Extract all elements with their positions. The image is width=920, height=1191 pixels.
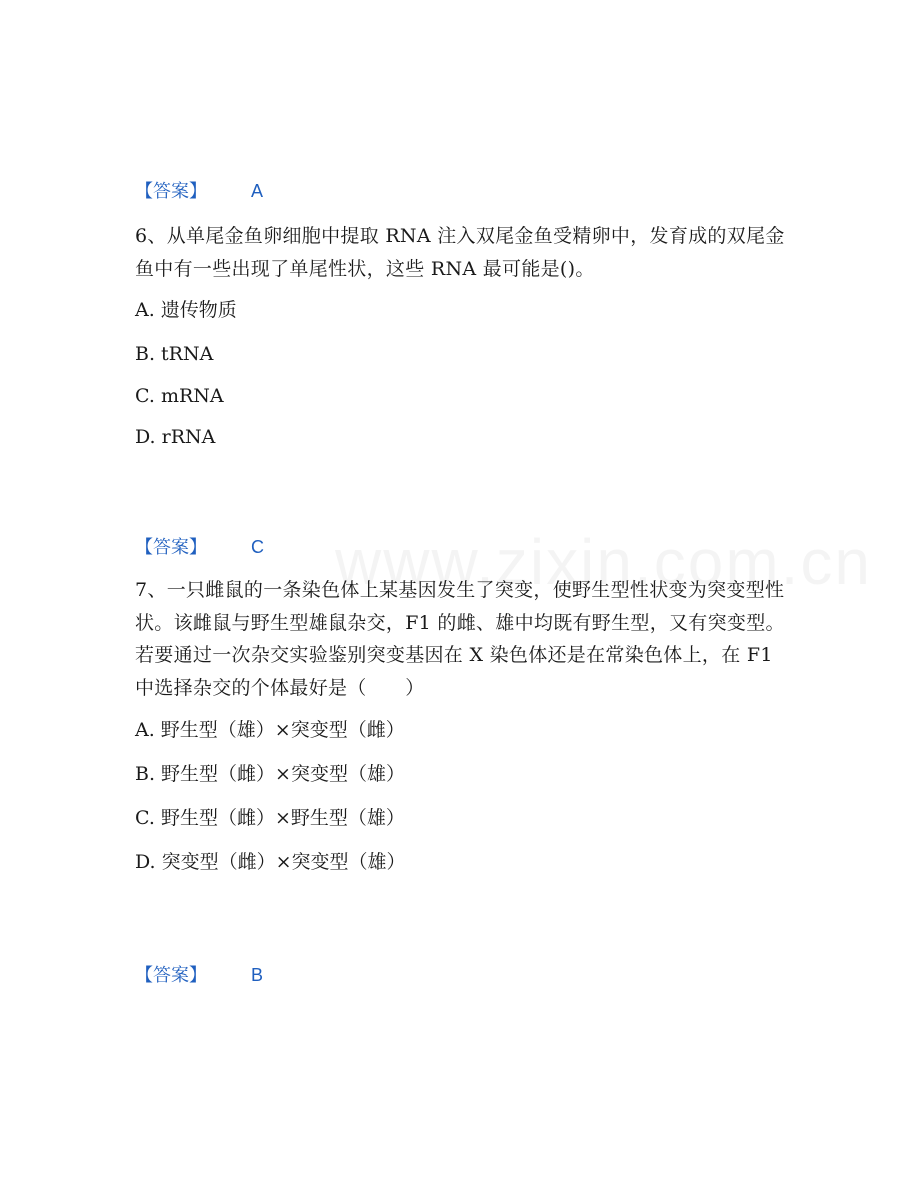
question-stem: 7、一只雌鼠的一条染色体上某基因发生了突变，使野生型性状变为突变型性状。该雌鼠与野生型雄鼠杂交，F1 的雌、雄中均既有野生型，又有突变型。若要通过一次杂交实验鉴别突变基因在 X 染色体还是在常染色体上，在 F1 中选择杂交的个体最好是（ ） (135, 579, 785, 699)
answer-value: A (251, 181, 264, 201)
answer-row (135, 532, 264, 562)
answer-row (135, 176, 264, 206)
option-c: C. mRNA (135, 385, 224, 407)
option-b: B. 野生型（雌）×突变型（雄） (135, 763, 405, 785)
answer-label: 【答案】 (135, 181, 207, 202)
answer-value: B (251, 965, 264, 985)
option-d: D. 突变型（雌）×突变型（雄） (135, 851, 406, 873)
option-c: C. 野生型（雌）×野生型（雄） (135, 807, 405, 829)
answer-label: 【答案】 (135, 965, 207, 986)
question-stem: 6、从单尾金鱼卵细胞中提取 RNA 注入双尾金鱼受精卵中，发育成的双尾金鱼中有一些出现了单尾性状，这些 RNA 最可能是()。 (135, 225, 785, 280)
option-a: A. 遗传物质 (135, 299, 237, 321)
answer-row (135, 960, 264, 990)
answer-label: 【答案】 (135, 537, 207, 558)
option-d: D. rRNA (135, 426, 216, 448)
option-a: A. 野生型（雄）×突变型（雌） (135, 719, 405, 741)
answer-value: C (251, 537, 264, 557)
option-b: B. tRNA (135, 343, 214, 365)
